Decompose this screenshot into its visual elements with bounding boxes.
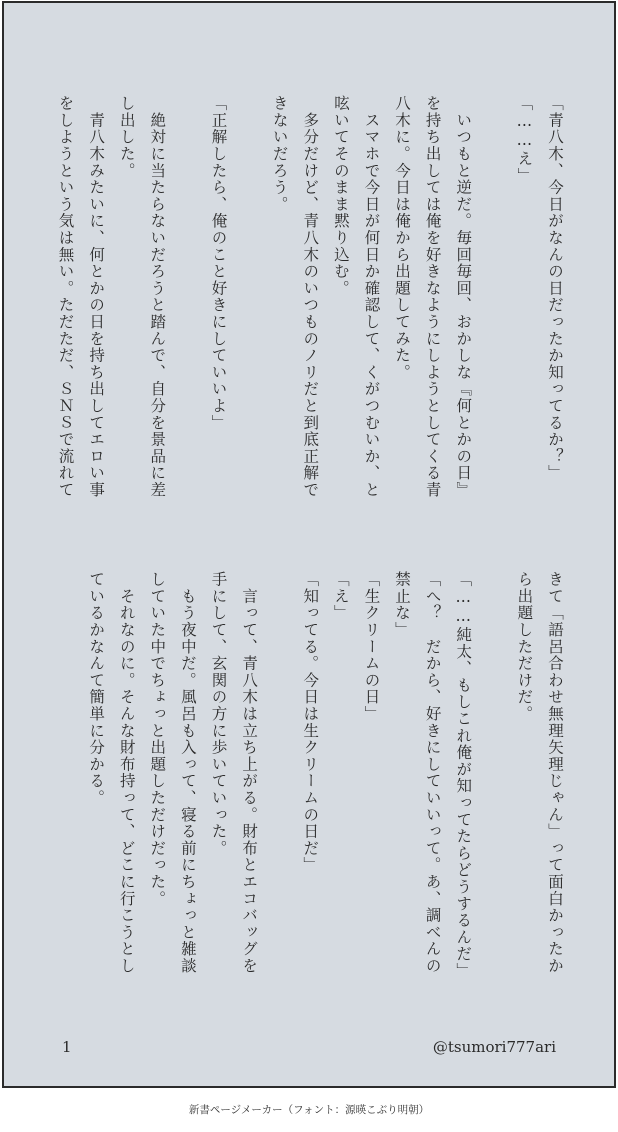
text-line: 「……純太、もしこれ俺が知ってたらどうするんだ」 — [454, 571, 473, 980]
text-line: し出した。 — [117, 95, 136, 179]
text-line: を持ち出しては俺を好きなようにしようとしてくる青 — [423, 95, 442, 499]
text-line: をしようという気は無い。ただただ、ＳＮＳで流れて — [56, 95, 75, 499]
text-line: 「知ってる。今日は生クリームの日だ」 — [301, 571, 320, 874]
text-line: 「え」 — [331, 571, 350, 622]
text-line: 「へ？ だから、好きにしていいって。あ、調べんの — [423, 571, 442, 975]
text-line — [478, 571, 509, 1051]
text-line: 言って、青八木は立ち上がる。財布とエコバッグを — [240, 571, 259, 975]
text-line: いつもと逆だ。毎回毎回、おかしな『何とかの日』 — [454, 95, 473, 499]
text-line: 「正解したら、俺のこと好きにしていいよ」 — [209, 95, 228, 431]
text-line: 「……え」 — [515, 95, 534, 184]
text-line: 多分だけど、青八木のいつものノリだと到底正解で — [301, 95, 320, 499]
text-line: ら出題しただけだ。 — [515, 571, 534, 723]
text-line: もう夜中だ。風呂も入って、寝る前にちょっと雑談 — [178, 571, 197, 975]
text-line: スマホで今日が何日か確認して、くがつむいか、と — [362, 95, 381, 499]
text-line: 呟いてそのまま黙り込む。 — [331, 95, 350, 297]
text-line: 「青八木、今日がなんの日だったか知ってるか？」 — [546, 95, 564, 482]
text-line: きないだろう。 — [270, 95, 289, 213]
text-line: していた中でちょっと出題しただけだった。 — [148, 571, 167, 907]
text-line — [478, 95, 509, 575]
text-line: 手にして、玄関の方に歩いていった。 — [209, 571, 228, 857]
text-line — [233, 95, 264, 575]
text-column-bottom — [81, 571, 571, 1051]
page-number: 1 — [62, 1038, 72, 1056]
text-line: 八木に。今日は俺から出題してみた。 — [393, 95, 412, 381]
text-line: きて「語呂合わせ無理矢理じゃん」って面白かったか — [546, 571, 564, 975]
text-line: 禁止な」 — [393, 571, 412, 639]
text-line: 「生クリームの日」 — [362, 571, 381, 723]
text-line: 絶対に当たらないだろうと踏んで、自分を景品に差 — [148, 95, 167, 499]
text-column-top — [50, 95, 570, 575]
book-page — [2, 1, 616, 1088]
author-handle: @tsumori777ari — [432, 1038, 556, 1056]
text-line — [264, 571, 295, 1051]
text-line: 青八木みたいに、何とかの日を持ち出してエロい事 — [87, 95, 106, 499]
footer-caption: 新書ページメーカー（フォント：源暎こぶり明朝） — [188, 1104, 430, 1116]
text-line: それなのに。そんな財布持って、どこに行こうとし — [117, 571, 136, 975]
text-line: ているかなんて簡単に分かる。 — [87, 571, 106, 807]
text-line — [172, 95, 203, 575]
